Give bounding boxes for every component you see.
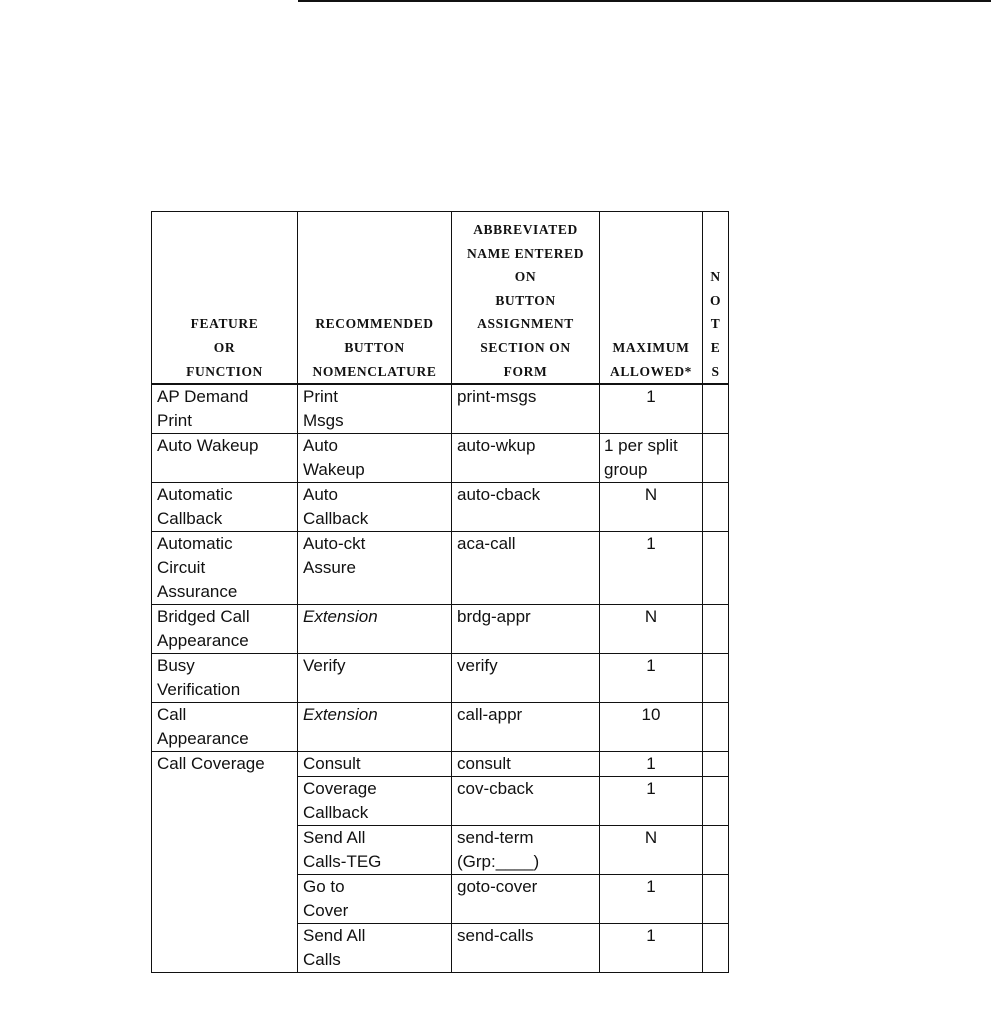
feature-cell: AP Demand Print [152, 384, 298, 434]
nomenclature-cell: Go to Cover [298, 875, 452, 924]
nomenclature-cell: Auto-ckt Assure [298, 532, 452, 605]
header-notes: N O T E S [703, 212, 729, 385]
header-nomenclature: RECOMMENDED BUTTON NOMENCLATURE [298, 212, 452, 385]
table-row [152, 654, 729, 703]
abbreviated-cell: brdg-appr [452, 605, 600, 654]
maximum-cell: N [600, 605, 703, 654]
notes-cell [703, 532, 729, 605]
maximum-cell: 1 [600, 777, 703, 826]
notes-cell [703, 703, 729, 752]
nomenclature-cell: Coverage Callback [298, 777, 452, 826]
maximum-cell: 1 per split group [600, 434, 703, 483]
nomenclature-cell: Extension [298, 703, 452, 752]
nomenclature-cell: Consult [298, 752, 452, 777]
abbreviated-cell: verify [452, 654, 600, 703]
table-header-row [152, 212, 729, 385]
nomenclature-cell: Auto Wakeup [298, 434, 452, 483]
notes-cell [703, 777, 729, 826]
abbreviated-cell: auto-wkup [452, 434, 600, 483]
header-maximum-allowed: MAXIMUM ALLOWED* [600, 212, 703, 385]
nomenclature-cell: Send All Calls-TEG [298, 826, 452, 875]
abbreviated-cell: send-calls [452, 924, 600, 973]
notes-cell [703, 605, 729, 654]
nomenclature-cell: Send All Calls [298, 924, 452, 973]
table-row [152, 605, 729, 654]
notes-cell [703, 752, 729, 777]
notes-cell [703, 434, 729, 483]
maximum-cell: 1 [600, 532, 703, 605]
maximum-cell: 1 [600, 752, 703, 777]
feature-cell: Busy Verification [152, 654, 298, 703]
nomenclature-cell: Verify [298, 654, 452, 703]
abbreviated-cell: goto-cover [452, 875, 600, 924]
maximum-cell: N [600, 826, 703, 875]
abbreviated-cell: cov-cback [452, 777, 600, 826]
abbreviated-cell: consult [452, 752, 600, 777]
feature-cell: Automatic Callback [152, 483, 298, 532]
abbreviated-cell: print-msgs [452, 384, 600, 434]
feature-cell: Call Appearance [152, 703, 298, 752]
maximum-cell: N [600, 483, 703, 532]
feature-cell: Automatic Circuit Assurance [152, 532, 298, 605]
abbreviated-cell: call-appr [452, 703, 600, 752]
table-row [152, 434, 729, 483]
maximum-cell: 1 [600, 875, 703, 924]
abbreviated-cell: aca-call [452, 532, 600, 605]
notes-cell [703, 924, 729, 973]
feature-cell: Auto Wakeup [152, 434, 298, 483]
table-row [152, 703, 729, 752]
button-assignment-table [151, 211, 729, 973]
feature-cell: Bridged Call Appearance [152, 605, 298, 654]
header-feature: FEATURE OR FUNCTION [152, 212, 298, 385]
nomenclature-cell: Auto Callback [298, 483, 452, 532]
maximum-cell: 1 [600, 924, 703, 973]
nomenclature-cell: Print Msgs [298, 384, 452, 434]
maximum-cell: 1 [600, 654, 703, 703]
maximum-cell: 1 [600, 384, 703, 434]
table-row [152, 752, 729, 777]
abbreviated-cell: send-term (Grp:____) [452, 826, 600, 875]
notes-cell [703, 483, 729, 532]
header-abbreviated-name: ABBREVIATED NAME ENTERED ON BUTTON ASSIGNMENT SECTION ON FORM [452, 212, 600, 385]
abbreviated-cell: auto-cback [452, 483, 600, 532]
top-rule [298, 0, 991, 2]
notes-cell [703, 384, 729, 434]
table-row [152, 532, 729, 605]
notes-cell [703, 826, 729, 875]
table-row [152, 483, 729, 532]
notes-cell [703, 654, 729, 703]
maximum-cell: 10 [600, 703, 703, 752]
notes-cell [703, 875, 729, 924]
nomenclature-cell: Extension [298, 605, 452, 654]
table-row [152, 384, 729, 434]
feature-cell-call-coverage: Call Coverage [152, 752, 298, 973]
